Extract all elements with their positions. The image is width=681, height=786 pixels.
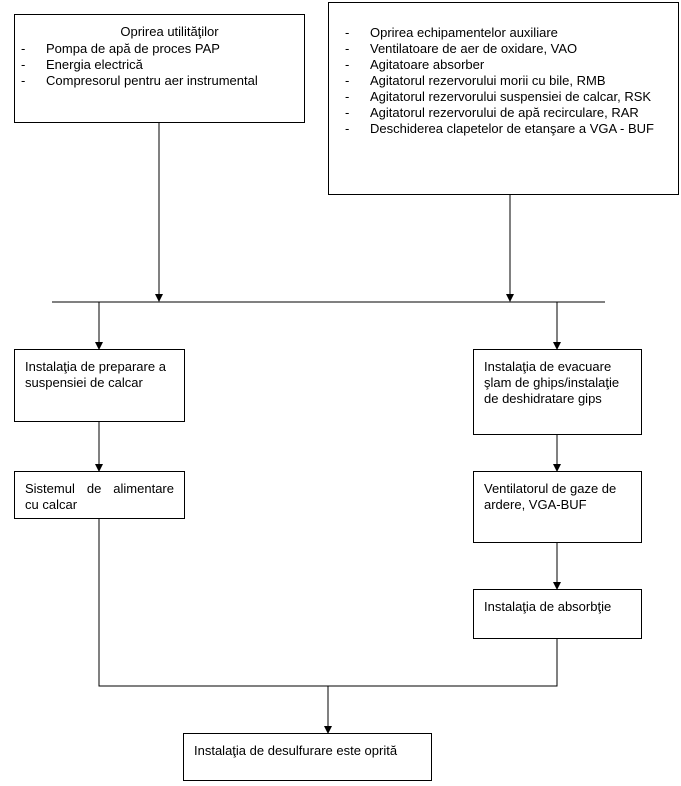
utilities-shutdown-box — [14, 14, 305, 123]
desulfurization-stopped-box — [183, 733, 432, 781]
limestone-slurry-prep-label: Instalaţia de preparare a suspensiei de calcar — [25, 359, 166, 390]
absorption-label: Instalaţia de absorbţie — [484, 599, 612, 614]
auxiliary-shutdown-box — [328, 2, 679, 195]
limestone-feed-system-label: Sistemul de alimentare cu calcar — [25, 481, 174, 512]
flue-gas-fan-label: Ventilatorul de gaze de ardere, VGA-BUF — [484, 481, 617, 512]
desulfurization-stopped-label: Instalaţia de desulfurare este oprită — [194, 743, 398, 758]
gypsum-evacuation-label: Instalaţia de evacuare şlam de ghips/instalaţie de deshidratare gips — [484, 359, 620, 406]
absorption-box — [473, 589, 642, 639]
auxiliary-item: - Agitatorul rezervorului de apă recirculare, RAR — [345, 105, 664, 121]
auxiliary-list — [345, 25, 664, 137]
utilities-item: - Pompa de apă de proces PAP — [21, 41, 298, 57]
auxiliary-item: - Agitatorul rezervorului morii cu bile, RMB — [345, 73, 664, 89]
utilities-item: - Energia electrică — [21, 57, 298, 73]
utilities-item: - Compresorul pentru aer instrumental — [21, 73, 298, 89]
flue-gas-fan-box — [473, 471, 642, 543]
limestone-feed-system-box — [14, 471, 185, 519]
limestone-slurry-prep-box — [14, 349, 185, 422]
utilities-list — [21, 41, 298, 89]
utilities-shutdown-title: Oprirea utilităţilor — [120, 24, 219, 39]
auxiliary-item: - Oprirea echipamentelor auxiliare — [345, 25, 664, 41]
auxiliary-item: - Deschiderea clapetelor de etanşare a VGA - BUF — [345, 121, 664, 137]
gypsum-evacuation-box — [473, 349, 642, 435]
auxiliary-item: - Agitatoare absorber — [345, 57, 664, 73]
auxiliary-item: - Ventilatoare de aer de oxidare, VAO — [345, 41, 664, 57]
auxiliary-item: - Agitatorul rezervorului suspensiei de calcar, RSK — [345, 89, 664, 105]
